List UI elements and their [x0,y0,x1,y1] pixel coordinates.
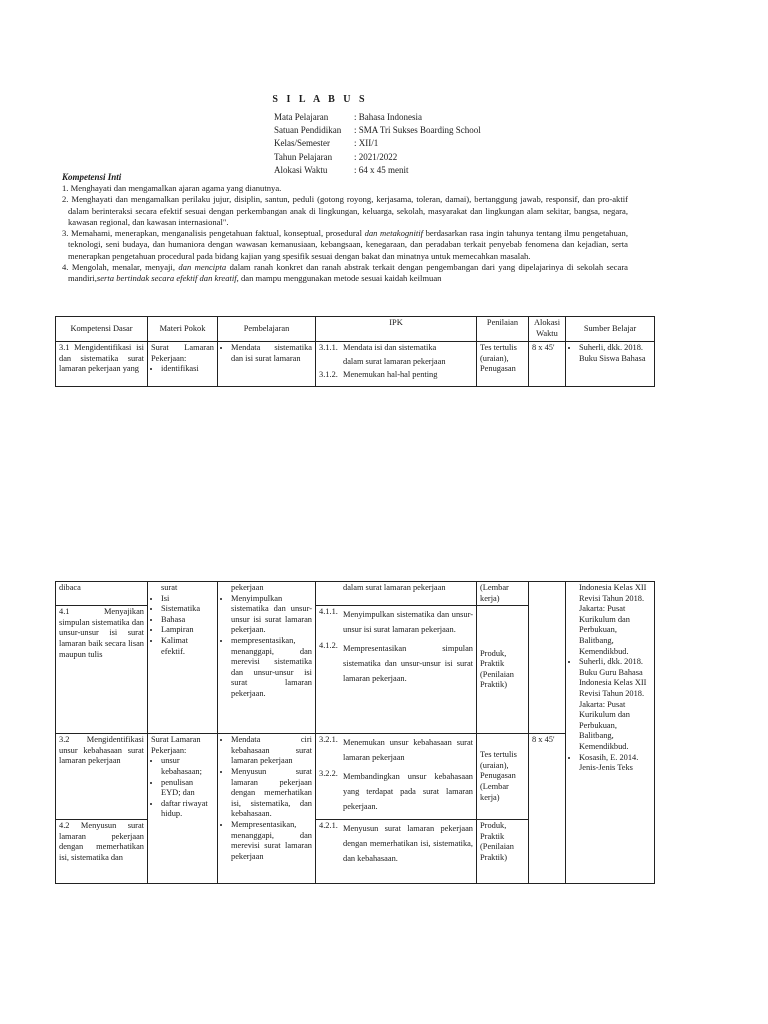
ipk-item [319,769,473,814]
meta-info [274,111,481,177]
ki-item-1: 1. Menghayati dan mengamalkan ajaran agama yang dianutnya. [62,183,282,193]
ki-item-4 [58,262,628,285]
materi-text: Surat Lamaran Pekerjaan: [151,735,201,755]
header-sumber: Sumber Belajar [566,317,655,342]
ipk-number: 3.1.1. [319,343,338,352]
list-item: • Isi [161,594,214,605]
ipk-text: Membandingkan unsur kebahasaan yang terdapat pada surat lamaran pekerjaan. [343,772,473,812]
header-pembelajaran: Pembelajaran [218,317,316,342]
ipk-cell [316,606,477,734]
ki-item-4-em2: serta bertindak secara efektif dan kreatif [96,273,237,284]
ipk-cell [316,820,477,884]
ki-item-3-pre: 3. Memahami, menerapkan, menganalisis pengetahuan faktual, konseptual, prosedural [62,228,365,239]
sumber-list [569,343,651,364]
alokasi-cell: 8 x 45' [529,342,566,387]
pembelajaran-list [221,594,312,700]
sumber-cell [566,582,655,884]
ipk-number: 4.1.2. [319,641,338,651]
syllabus-table-page-1 [55,316,655,387]
ipk-item [319,735,473,765]
header-penilaian: Penilaian [477,317,529,342]
ki-item-2: 2. Menghayati dan mengamalkan perilaku jujur, disiplin, santun, peduli (gotong royong, kerjasama, toleran, damai), bertanggung jawab, responsif, dan pro-aktif dalam berinteraksi secara efektif sesuai dengan perkembangan anak di lingkungan, keluarga, sekolah, masyarakat dan lingkungan alam sekitar, bangsa, negara, kawasan regional, dan kawasan internasional". [62,194,628,227]
ipk-number: 3.1.2. [319,370,338,380]
list-item: • Bahasa [161,615,214,626]
meta-label: Tahun Pelajaran [274,151,333,162]
ipk-text: Mendata isi dan sistematika [343,343,437,352]
ki-item-4-post: , dan mampu menggunakan metode sesuai kaidah keilmuan [236,273,442,284]
materi-list [151,594,214,658]
ipk-continuation: dalam surat lamaran pekerjaan [343,583,446,592]
sumber-list [569,657,651,774]
ipk-text: Menyimpulkan sistematika dan unsur-unsur isi surat lamaran pekerjaan. [343,610,473,635]
pembelajaran-list [221,343,312,364]
ki-heading: Kompetensi Inti [62,172,122,182]
ipk-cell [316,342,477,387]
ipk-text: Menyusun surat lamaran pekerjaan dengan memerhatikan isi, sistematika, dan kebahasaan. [343,824,473,864]
pembelajaran-list [221,735,312,862]
materi-cell [148,582,218,734]
materi-list [151,756,214,820]
header-materi: Materi Pokok [148,317,218,342]
ipk-item [319,607,473,637]
list-item: • unsur kebahasaan; [161,756,214,777]
list-item: • Kalimat efektif. [161,636,214,657]
ki-item-3-em: dan metakognitif [364,228,424,239]
pembelajaran-cell [218,734,316,884]
ki-item-3 [58,228,628,262]
pembelajaran-cell [218,582,316,734]
list-item: • Kosasih, E. 2014. Jenis-Jenis Teks [579,753,651,774]
list-item: • penulisan EYD; dan [161,778,214,799]
document-title: S I L A B U S [272,94,368,105]
ipk-text: Mempresentasikan simpulan sistematika dan unsur-unsur isi surat lamaran pekerjaan. [343,644,473,684]
penilaian-cell: Tes tertulis (uraian), Penugasan (Lembar kerja) [477,734,529,820]
ipk-text: Menemukan unsur kebahasaan surat lamaran pekerjaan [343,738,473,763]
syllabus-table-page-2 [55,581,655,884]
ipk-number: 4.2.1. [319,821,338,831]
list-item: • daftar riwayat hidup. [161,799,214,820]
alokasi-cell: 8 x 45' [529,734,566,884]
list-item: • Mempresentasikan, menanggapi, dan merevisi surat lamaran pekerjaan [231,820,312,862]
kd-cell: 4.2 Menyusun surat lamaran pekerjaan dengan memerhatikan isi, sistematika dan [56,820,148,884]
alokasi-cell [529,582,566,734]
list-item: • Lampiran [161,625,214,636]
ipk-item [319,641,473,686]
materi-cell [148,734,218,884]
kd-cell: 4.1 Menyajikan simpulan sistematika dan unsur-unsur isi surat lamaran baik secara lisan maupun tulis [56,606,148,734]
materi-text: surat [161,583,178,592]
header-alokasi: Alokasi Waktu [529,317,566,342]
header-ipk: IPK [316,317,477,342]
pembelajaran-text: pekerjaan [231,583,264,592]
meta-value: : 64 x 45 menit [354,164,409,175]
ki-item-4-mid: dalam ranah konkret dan ranah abstrak terkait dengan pengembangan dari yang dipelajarinya di sekolah secara mandiri, [68,262,628,284]
meta-value: : 2021/2022 [354,151,398,162]
ipk-item [319,370,473,381]
header-kd: Kompetensi Dasar [56,317,148,342]
ki-item-3-post: berdasarkan rasa ingin tahunya tentang ilmu pengetahuan, teknologi, seni budaya, dan humaniora dengan wawasan kemanusiaan, kebangsaan, kenegaraan, dan peradaban terkait penyebab fenomena dan kejadian, serta menerapkan pengetahuan procedural pada bidang kajian yang spesifik sesuai dengan bakat dan minatnya untuk memecahkan masalah. [68,228,629,261]
ipk-item [319,343,473,354]
meta-label: Alokasi Waktu [274,164,328,175]
ipk-number: 3.2.2. [319,769,338,779]
ipk-continuation: dalam surat lamaran pekerjaan [343,356,446,366]
meta-label: Satuan Pendidikan [274,125,342,136]
materi-text: Surat Lamaran Pekerjaan: [151,343,214,363]
ki-item-4-pre: 4. Mengolah, menalar, menyaji, [62,262,179,273]
list-item: • Suherli, dkk. 2018. Buku Siswa Bahasa [579,343,651,364]
penilaian-cell: Produk, Praktik (Penilaian Praktik) [477,606,529,734]
meta-value: : SMA Tri Sukses Boarding School [354,125,481,136]
ipk-cell [316,734,477,820]
kd-cell: dibaca [56,582,148,606]
list-item: • Menyusun surat lamaran pekerjaan dengan memerhatikan isi, sistematika, dan kebahasaan. [231,767,312,820]
ipk-number: 3.2.1. [319,735,338,745]
list-item: • Menyimpulkan sistematika dan unsur-unsur isi surat lamaran pekerjaan. [231,594,312,636]
kd-cell: 3.1 Mengidentifikasi isi dan sistematika surat lamaran pekerjaan yang [56,342,148,387]
sumber-cell [566,342,655,387]
list-item: • Suherli, dkk. 2018. Buku Guru Bahasa Indonesia Kelas XII Revisi Tahun 2018. Jakarta: Pusat Kurikulum dan Perbukuan, Balitbang, Kemendikbud. [579,657,651,752]
ipk-item [319,821,473,866]
ki-item-4-em1: dan mencipta [178,262,227,273]
ipk-cell [316,582,477,606]
list-item: • Sistematika [161,604,214,615]
list-item: • Mendata ciri kebahasaan surat lamaran pekerjaan [231,735,312,767]
materi-list [151,364,214,375]
ipk-text: Menemukan hal-hal penting [343,370,438,380]
pembelajaran-cell [218,342,316,387]
penilaian-cell: Tes tertulis (uraian), Penugasan [477,342,529,387]
list-item: • Mendata sistematika dan isi surat lamaran [231,343,312,364]
meta-row [274,111,481,124]
meta-row [274,124,481,137]
penilaian-cell: Produk, Praktik (Penilaian Praktik) [477,820,529,884]
list-item: • identifikasi [161,364,214,375]
ki-list [58,183,628,285]
meta-row [274,151,481,164]
materi-cell [148,342,218,387]
meta-label: Kelas/Semester [274,138,330,149]
sumber-text: Indonesia Kelas XII Revisi Tahun 2018. Jakarta: Pusat Kurikulum dan Perbukuan, Balitbang, Kemendikbud. [579,583,647,656]
meta-value: : Bahasa Indonesia [354,112,422,122]
meta-row [274,164,481,177]
meta-row [274,137,481,150]
ipk-number: 4.1.1. [319,607,338,617]
kd-cell: 3.2 Mengidentifikasi unsur kebahasaan surat lamaran pekerjaan [56,734,148,820]
meta-value: : XII/1 [354,138,379,149]
list-item: • mempresentasikan, menanggapi, dan merevisi sistematika dan unsur-unsur isi surat lamaran pekerjaan. [231,636,312,700]
penilaian-cell: (Lembar kerja) [477,582,529,606]
meta-label: Mata Pelajaran [274,112,329,122]
